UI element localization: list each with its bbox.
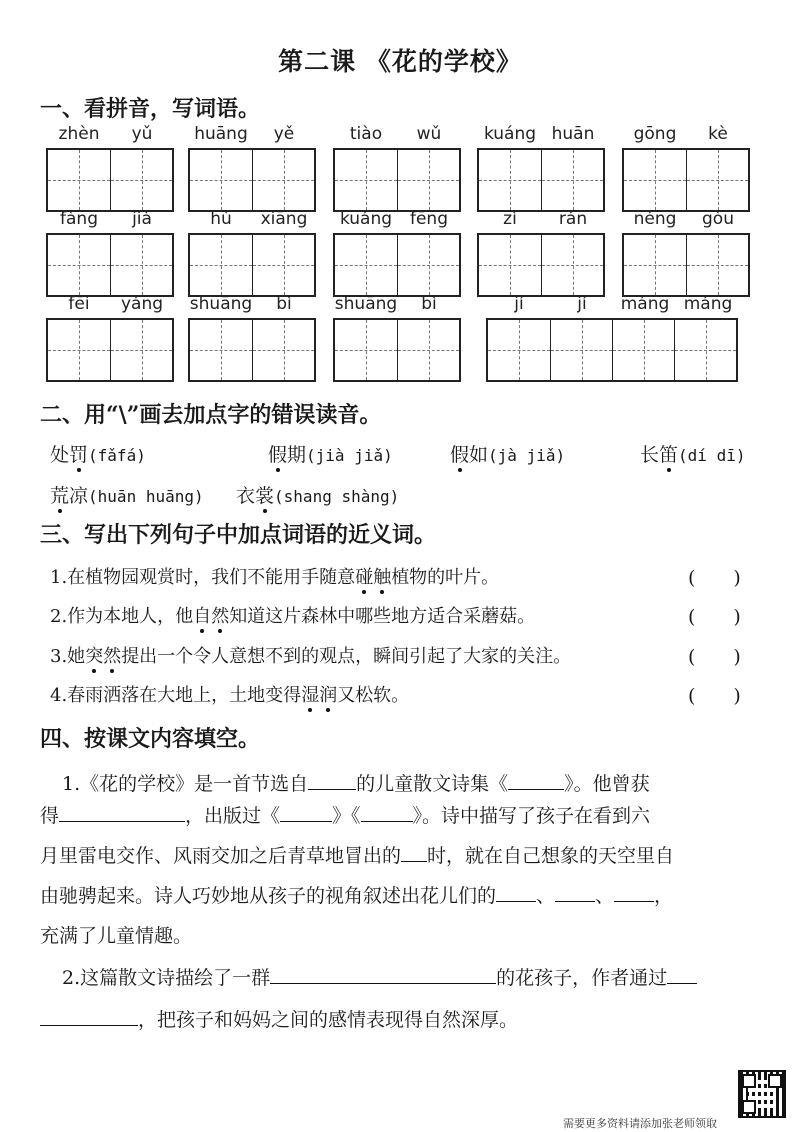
- pinyin-label: fēng: [409, 209, 448, 229]
- answer-parentheses[interactable]: ( ): [688, 685, 741, 707]
- fill-line: [62, 768, 650, 800]
- tianzige-cell[interactable]: [397, 320, 459, 380]
- fill-text: 的花孩子，作者通过: [496, 967, 668, 989]
- tianzige-cell[interactable]: [624, 235, 686, 295]
- writing-grid[interactable]: [333, 233, 461, 297]
- tianzige-cell[interactable]: [252, 150, 314, 210]
- writing-grid[interactable]: [333, 318, 461, 382]
- blank[interactable]: [280, 801, 332, 822]
- pinyin-label: fēi: [68, 294, 90, 314]
- section-3-heading: 三、写出下列句子中加点词语的近义词。: [40, 522, 437, 548]
- pinyin-label: jí: [577, 294, 587, 314]
- fill-line: [40, 840, 674, 872]
- tianzige-cell[interactable]: [541, 150, 603, 210]
- tianzige-cell[interactable]: [488, 320, 550, 380]
- answer-parentheses[interactable]: ( ): [688, 606, 741, 628]
- pinyin-label: kuáng: [483, 124, 537, 144]
- pinyin-label: jí: [514, 294, 524, 314]
- blank[interactable]: [361, 801, 413, 822]
- synonym-sentence: 1.在植物园观赏时，我们不能用手随意碰触植物的叶片。: [50, 567, 500, 588]
- tianzige-cell[interactable]: [335, 150, 397, 210]
- pinyin-label: jià: [132, 209, 152, 229]
- tianzige-cell[interactable]: [335, 235, 397, 295]
- pinyin-label: bì: [421, 294, 437, 314]
- synonym-sentence: 2.作为本地人，他自然知道这片森林中哪些地方适合采蘑菇。: [50, 606, 536, 627]
- dotted-character: 假: [450, 444, 470, 466]
- writing-grid[interactable]: [333, 148, 461, 212]
- blank[interactable]: [40, 1005, 138, 1026]
- dotted-word: 自然: [193, 606, 230, 627]
- tianzige-cell[interactable]: [190, 235, 252, 295]
- reading-item: 假如(jà jiǎ): [450, 444, 566, 466]
- reading-item: 假期(jià jiǎ): [268, 444, 393, 466]
- reading-options[interactable]: (huān huāng): [88, 487, 204, 506]
- writing-grid[interactable]: [188, 148, 316, 212]
- tianzige-cell[interactable]: [110, 320, 172, 380]
- writing-grid[interactable]: [46, 318, 174, 382]
- tianzige-cell[interactable]: [48, 235, 110, 295]
- reading-item: 衣裳(shang shàng): [236, 485, 400, 507]
- writing-grid[interactable]: [46, 233, 174, 297]
- blank[interactable]: [555, 881, 595, 902]
- dotted-character: 罚: [69, 444, 89, 466]
- writing-grid[interactable]: [188, 233, 316, 297]
- writing-grid[interactable]: [622, 148, 750, 212]
- reading-item: 长笛(dí dī): [640, 444, 746, 466]
- blank[interactable]: [508, 769, 564, 790]
- tianzige-cell[interactable]: [110, 235, 172, 295]
- dotted-character: 笛: [659, 444, 679, 466]
- pinyin-label: kè: [708, 124, 728, 144]
- tianzige-cell[interactable]: [479, 235, 541, 295]
- reading-item: 处罚(fǎfá): [50, 444, 146, 466]
- fill-text: ，出版过《: [185, 805, 281, 827]
- footer-note: 需要更多资料请添加张老师领取: [563, 1117, 717, 1130]
- pinyin-label: wǔ: [416, 124, 442, 144]
- pinyin-label: gōng: [633, 124, 677, 144]
- tianzige-cell[interactable]: [612, 320, 674, 380]
- pinyin-label: shuāng: [334, 294, 398, 314]
- writing-grid[interactable]: [46, 148, 174, 212]
- fill-text: 》《: [332, 805, 361, 827]
- fill-text: ，把孩子和妈妈之间的感情表现得自然深厚。: [138, 1009, 519, 1031]
- section-2-heading: 二、用“\”画去加点字的错误读音。: [40, 402, 382, 428]
- tianzige-cell[interactable]: [479, 150, 541, 210]
- fill-text: 、: [595, 885, 615, 907]
- fill-line: [62, 962, 697, 994]
- synonym-sentence: 3.她突然提出一个令人意想不到的观点，瞬间引起了大家的关注。: [50, 646, 572, 667]
- pinyin-label: máng: [620, 294, 670, 314]
- writing-grid[interactable]: [622, 233, 750, 297]
- fill-line: [40, 880, 673, 912]
- qr-code-icon: [738, 1070, 786, 1118]
- fill-text: 2.这篇散文诗描绘了一群: [62, 967, 271, 989]
- synonym-sentence: 4.春雨洒落在大地上，土地变得湿润又松软。: [50, 685, 410, 706]
- pinyin-label: fàng: [60, 209, 98, 229]
- fill-text: 由驰骋起来。诗人巧妙地从孩子的视角叙述出花儿们的: [40, 885, 497, 907]
- dotted-character: 裳: [255, 485, 275, 507]
- pinyin-label: yě: [273, 124, 295, 144]
- blank[interactable]: [667, 963, 697, 984]
- tianzige-cell[interactable]: [550, 320, 612, 380]
- tianzige-cell[interactable]: [624, 150, 686, 210]
- fill-text: 月里雷电交作、风雨交加之后青草地冒出的: [40, 845, 402, 867]
- tianzige-cell[interactable]: [686, 235, 748, 295]
- reading-options[interactable]: (dí dī): [678, 446, 746, 465]
- pinyin-label: máng: [683, 294, 733, 314]
- pinyin-label: rán: [558, 209, 588, 229]
- tianzige-cell[interactable]: [674, 320, 736, 380]
- tianzige-cell[interactable]: [190, 150, 252, 210]
- pinyin-label: huāng: [194, 124, 248, 144]
- blank[interactable]: [59, 801, 185, 822]
- blank[interactable]: [308, 769, 356, 790]
- fill-text: 、: [536, 885, 556, 907]
- fill-text: 》。他曾获: [564, 773, 650, 795]
- dotted-character: 假: [268, 444, 288, 466]
- pinyin-label: kuáng: [339, 209, 393, 229]
- blank[interactable]: [270, 963, 496, 984]
- fill-text: 》。诗中描写了孩子在看到六: [412, 805, 651, 827]
- pinyin-label: shuāng: [189, 294, 253, 314]
- fill-text: 得: [40, 805, 60, 827]
- blank[interactable]: [496, 881, 536, 902]
- pinyin-label: gòu: [702, 209, 734, 229]
- pinyin-label: yǔ: [131, 124, 153, 144]
- fill-text: 充满了儿童情趣。: [40, 925, 193, 947]
- fill-text: 的儿童散文诗集《: [356, 773, 509, 795]
- pinyin-label: hù: [210, 209, 232, 229]
- fill-line: [40, 800, 650, 832]
- dotted-character: 荒: [50, 485, 70, 507]
- tianzige-cell[interactable]: [541, 235, 603, 295]
- writing-grid[interactable]: [477, 148, 605, 212]
- pinyin-label: xiāng: [260, 209, 308, 229]
- blank[interactable]: [614, 881, 654, 902]
- tianzige-cell[interactable]: [190, 320, 252, 380]
- blank[interactable]: [401, 841, 427, 862]
- tianzige-cell[interactable]: [335, 320, 397, 380]
- tianzige-cell[interactable]: [686, 150, 748, 210]
- section-4-heading: 四、按课文内容填空。: [40, 726, 261, 752]
- answer-parentheses[interactable]: ( ): [688, 567, 741, 589]
- section-1-heading: 一、看拼音，写词语。: [40, 96, 261, 122]
- fill-line: [40, 920, 192, 952]
- dotted-word: 突然: [85, 646, 122, 667]
- tianzige-cell[interactable]: [252, 235, 314, 295]
- reading-options[interactable]: (jià jiǎ): [306, 446, 393, 465]
- tianzige-cell[interactable]: [397, 235, 459, 295]
- writing-grid[interactable]: [188, 318, 316, 382]
- dotted-word: 碰触: [355, 567, 392, 588]
- pinyin-label: bì: [276, 294, 292, 314]
- fill-line: [40, 1004, 518, 1036]
- fill-text: ，: [654, 885, 674, 907]
- reading-options[interactable]: (shang shàng): [274, 487, 400, 506]
- writing-grid[interactable]: [486, 318, 738, 382]
- tianzige-cell[interactable]: [397, 150, 459, 210]
- reading-options[interactable]: (fǎfá): [88, 446, 146, 465]
- pinyin-label: huān: [551, 124, 595, 144]
- fill-text: 时，就在自己想象的天空里自: [427, 845, 675, 867]
- tianzige-cell[interactable]: [48, 150, 110, 210]
- dotted-word: 湿润: [301, 685, 338, 706]
- tianzige-cell[interactable]: [252, 320, 314, 380]
- fill-text: 1.《花的学校》是一首节选自: [62, 773, 309, 795]
- reading-item: 荒凉(huān huāng): [50, 485, 204, 507]
- pinyin-label: zhèn: [58, 124, 100, 144]
- writing-grid[interactable]: [477, 233, 605, 297]
- pinyin-label: zì: [503, 209, 517, 229]
- pinyin-label: tiào: [349, 124, 383, 144]
- reading-options[interactable]: (jà jiǎ): [488, 446, 566, 465]
- pinyin-label: néng: [633, 209, 677, 229]
- page-title: 第二课 《花的学校》: [278, 47, 522, 76]
- tianzige-cell[interactable]: [110, 150, 172, 210]
- answer-parentheses[interactable]: ( ): [688, 646, 741, 668]
- pinyin-label: yáng: [120, 294, 164, 314]
- tianzige-cell[interactable]: [48, 320, 110, 380]
